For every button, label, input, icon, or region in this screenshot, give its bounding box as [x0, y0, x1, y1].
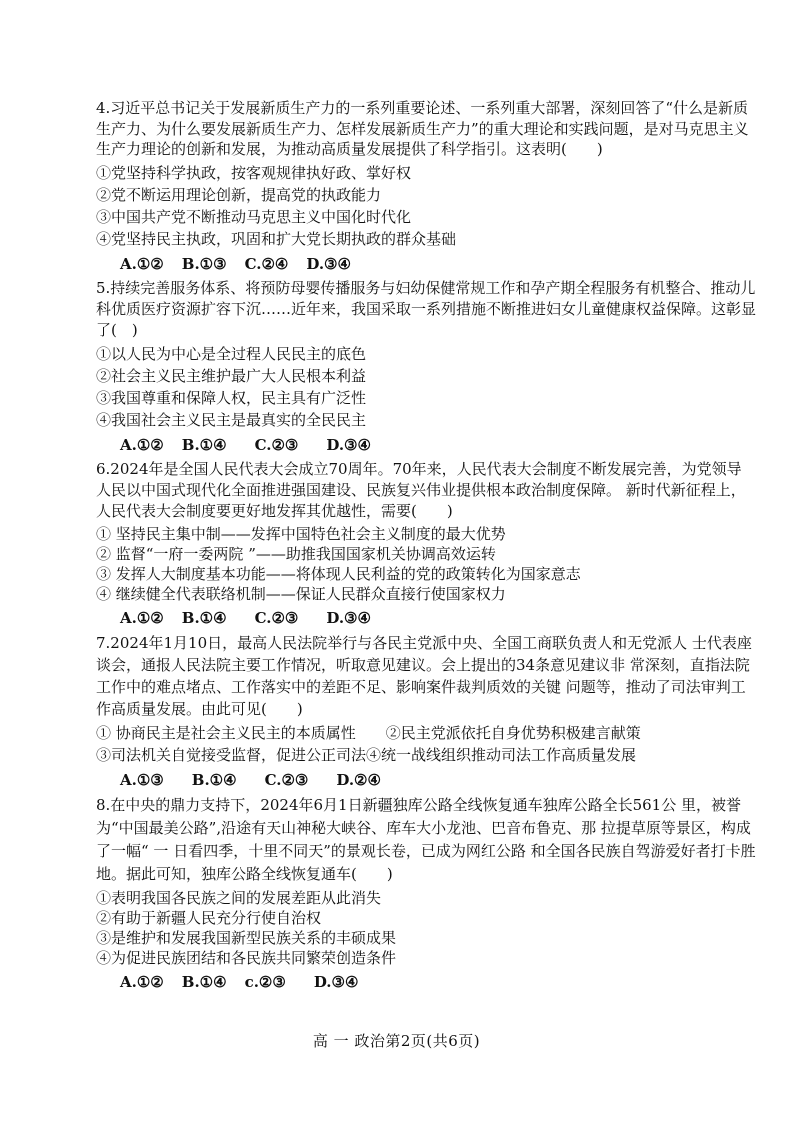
question-7 [96, 632, 756, 792]
question-5-option-2: ②社会主义民主维护最广大人民根本利益 [96, 366, 367, 385]
question-4-option-4: ④党坚持民主执政，巩固和扩大党长期执政的群众基础 [96, 229, 457, 248]
question-4 [96, 98, 756, 276]
question-5-option-3: ③我国尊重和保障人权，民主具有广泛性 [96, 388, 367, 407]
answer-b: B.①④ [191, 770, 237, 789]
question-6-stem: 6.2024年是全国人民代表大会成立70周年。70年来，人民代表大会制度不断发展完善，为党领导人民以中国式现代化全面推进强国建设、民族复兴伟业提供根本政治制度保障。 新时代新征程上，人民代表大会制度要更好地发挥其优越性，需要( ) [96, 459, 746, 520]
question-4-stem: 4.习近平总书记关于发展新质生产力的一系列重要论述、一系列重大部署，深刻回答了“什么是新质生产力、为什么要发展新质生产力、怎样发展新质生产力”的重大理论和实践问题，是对马克思主义生产力理论的创新和发展，为推动高质量发展提供了科学指引。这表明( ) [96, 99, 749, 158]
question-6-answers [120, 607, 756, 630]
answer-d: D.②④ [336, 770, 381, 789]
question-5-option-1: ①以人民为中心是全过程人民民主的底色 [96, 344, 367, 363]
answer-b: B.①④ [181, 435, 227, 454]
answer-c: C.②③ [264, 770, 309, 789]
answer-a: A.①② [120, 972, 164, 991]
answer-d: D.③④ [306, 254, 351, 273]
question-8 [96, 794, 756, 994]
question-5-stem: 5.持续完善服务体系、将预防母婴传播服务与妇幼保健常规工作和孕产期全程服务有机整合、推动儿科优质医疗资源扩容下沉……近年来，我国采取一系列措施不断推进妇女儿童健康权益保障。这彰显了( ) [96, 278, 757, 339]
answer-c: C.②④ [244, 254, 289, 273]
question-4-answers [120, 253, 756, 276]
question-7-stem: 7.2024年1月10日，最高人民法院举行与各民主党派中央、全国工商联负责人和无党派人 士代表座谈会，通报人民法院主要工作情况，听取意见建议。会上提出的34条意见建议非 常深刻，直指法院工作中的难点堵点、工作落实中的差距不足、影响案件裁判质效的关键 问题等，推动了司法审判工作高质量发展。由此可见( ) [96, 633, 752, 718]
answer-b: B.①④ [181, 972, 227, 991]
answer-d: D.③④ [326, 608, 371, 627]
question-8-option-2: ②有助于新疆人民充分行使自治权 [96, 908, 322, 927]
question-6 [96, 459, 756, 630]
answer-c: C.②③ [254, 435, 299, 454]
question-4-option-3: ③中国共产党不断推动马克思主义中国化时代化 [96, 207, 412, 226]
answer-c: c.②③ [244, 972, 286, 991]
question-7-option-row-1: ① 协商民主是社会主义民主的本质属性 ②民主党派依托自身优势积极建言献策 [96, 723, 641, 742]
page-footer: 高 一 政治第2页(共6页) [312, 1032, 481, 1050]
answer-a: A.①② [120, 435, 164, 454]
question-8-option-3: ③是维护和发展我国新型民族关系的丰硕成果 [96, 928, 397, 947]
question-7-option-row-2: ③司法机关自觉接受监督，促进公正司法④统一战线组织推动司法工作高质量发展 [96, 745, 637, 764]
question-6-option-1: ① 坚持民主集中制——发挥中国特色社会主义制度的最大优势 [96, 524, 506, 543]
answer-b: B.①③ [181, 254, 227, 273]
answer-d: D.③④ [313, 972, 359, 991]
question-7-answers [120, 769, 756, 792]
answer-a: A.①② [120, 608, 164, 627]
answer-b: B.①④ [181, 608, 227, 627]
question-8-answers [120, 971, 756, 994]
question-4-option-1: ①党坚持科学执政，按客观规律执好政、掌好权 [96, 163, 412, 182]
question-6-option-4: ④ 继续健全代表联络机制——保证人民群众直接行使国家权力 [96, 584, 506, 603]
answer-a: A.①② [120, 254, 164, 273]
question-6-option-3: ③ 发挥人大制度基本功能——将体现人民利益的党的政策转化为国家意志 [96, 564, 581, 583]
question-5-answers [120, 434, 756, 457]
question-list [96, 98, 756, 996]
question-4-option-2: ②党不断运用理论创新，提高党的执政能力 [96, 185, 382, 204]
question-5-option-4: ④我国社会主义民主是最真实的全民民主 [96, 410, 367, 429]
question-8-stem: 8.在中央的鼎力支持下，2024年6月1日新疆独库公路全线恢复通车独库公路全长561公 里，被誉为“中国最美公路”,沿途有天山神秘大峡谷、库车大小龙池、巴音布鲁克、那 拉提草原等景区，构成了一幅“ 一 日看四季，十里不同天”的景观长卷，已成为网红公路 和全国各民族自驾游爱好者打卡胜地。据此可知，独库公路全线恢复通车( ) [96, 795, 756, 883]
question-5 [96, 278, 756, 457]
question-6-option-2: ② 监督“一府一委两院 ”——助推我国国家机关协调高效运转 [96, 544, 496, 563]
answer-c: C.②③ [254, 608, 299, 627]
answer-a: A.①③ [120, 770, 164, 789]
answer-d: D.③④ [326, 435, 371, 454]
question-8-option-4: ④为促进民族团结和各民族共同繁荣创造条件 [96, 948, 397, 967]
question-8-option-1: ①表明我国各民族之间的发展差距从此消失 [96, 888, 382, 907]
